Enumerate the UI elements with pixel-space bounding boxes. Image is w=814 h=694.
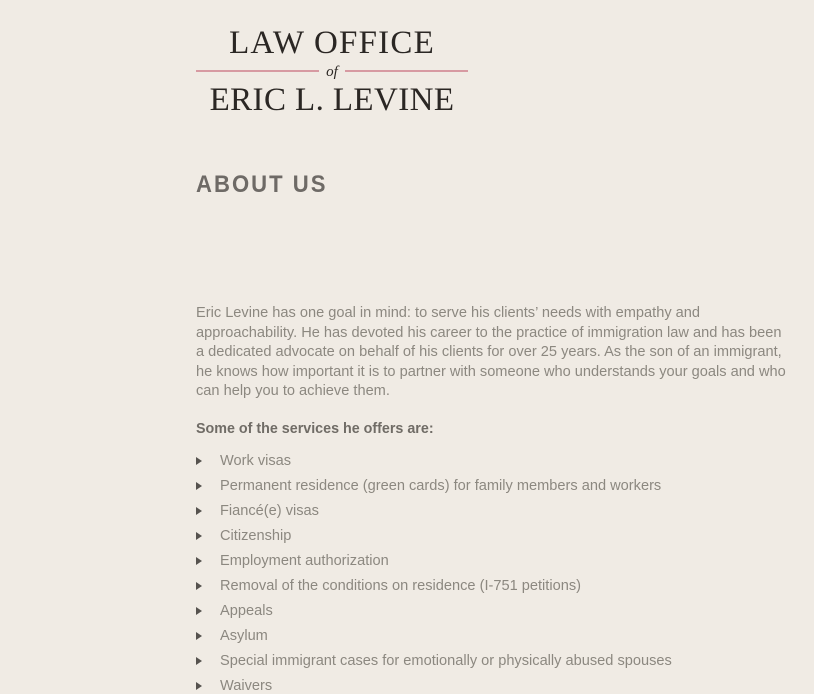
site-logo[interactable] [196, 24, 468, 119]
list-item-label: Special immigrant cases for emotionally or physically abused spouses [220, 652, 672, 669]
list-item [196, 478, 790, 495]
services-list [196, 453, 790, 694]
triangle-bullet-icon [196, 557, 202, 565]
list-item-label: Appeals [220, 602, 273, 619]
list-item-label: Work visas [220, 452, 292, 469]
list-item [196, 603, 790, 620]
triangle-bullet-icon [196, 532, 202, 540]
list-item [196, 578, 790, 595]
list-item-label: Fiancé(e) visas [220, 502, 319, 519]
list-item [196, 553, 790, 570]
logo-rule-right [345, 70, 468, 72]
logo-rule-left [196, 70, 319, 72]
list-item [196, 503, 790, 520]
list-item [196, 453, 790, 470]
triangle-bullet-icon [196, 507, 202, 515]
triangle-bullet-icon [196, 457, 202, 465]
list-item-label: Removal of the conditions on residence (I-751 petitions) [220, 577, 581, 594]
list-item [196, 653, 790, 670]
logo-connector-row [196, 61, 468, 81]
list-item-label: Employment authorization [220, 552, 389, 569]
triangle-bullet-icon [196, 607, 202, 615]
triangle-bullet-icon [196, 682, 202, 690]
list-item-label: Waivers [220, 677, 273, 694]
list-item [196, 528, 790, 545]
logo-line-law-office: LAW OFFICE [229, 25, 435, 61]
triangle-bullet-icon [196, 657, 202, 665]
list-item-label: Citizenship [220, 527, 292, 544]
list-item [196, 628, 790, 645]
page-title: ABOUT US [196, 171, 328, 199]
intro-paragraph: Eric Levine has one goal in mind: to serve his clients’ needs with empathy and approachability. He has devoted his career to the practice of immigration law and has been a dedicated advocate on behalf of his clients for over 25 years. As the son of an immigrant, he knows how important it is to partner with someone who understands your goals and who can help you to achieve them. [196, 305, 786, 400]
list-item [196, 678, 790, 694]
list-item-label: Asylum [220, 627, 268, 644]
triangle-bullet-icon [196, 482, 202, 490]
triangle-bullet-icon [196, 632, 202, 640]
list-item-label: Permanent residence (green cards) for family members and workers [220, 477, 662, 494]
logo-connector-of: of [326, 63, 338, 80]
triangle-bullet-icon [196, 582, 202, 590]
logo-line-attorney-name: ERIC L. LEVINE [209, 82, 455, 118]
page-content [196, 304, 790, 694]
services-label: Some of the services he offers are: [196, 420, 434, 437]
